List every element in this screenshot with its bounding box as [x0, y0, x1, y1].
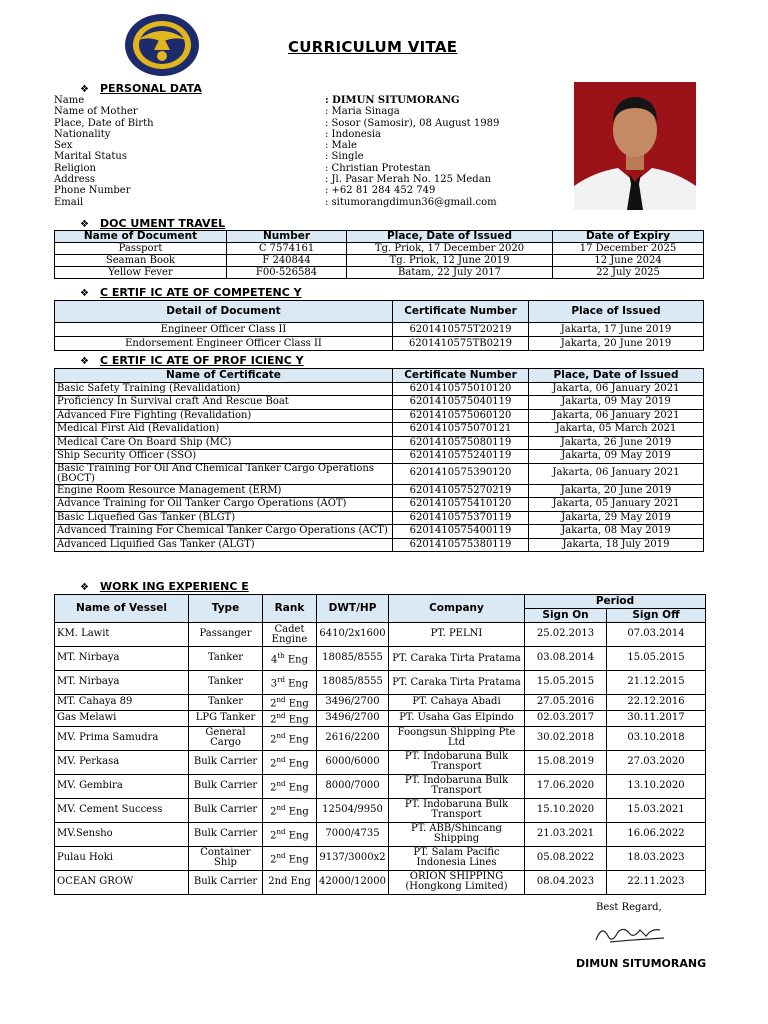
table-row: Passport C 7574161 Tg. Priok, 17 December 2020 17 December 2025	[55, 243, 704, 255]
table-row: Seaman Book F 240844 Tg. Priok, 12 June 2019 12 June 2024	[55, 255, 704, 267]
personal-row: Phone Number : +62 81 284 452 749	[54, 185, 436, 197]
table-row: Endorsement Engineer Officer Class II 6201410575TB0219 Jakarta, 20 June 2019	[55, 337, 704, 351]
personal-row: Sex : Male	[54, 140, 357, 152]
work-experience-table	[54, 594, 706, 895]
diamond-bullet-icon: ❖	[80, 356, 89, 367]
personal-row: Marital Status : Single	[54, 151, 364, 163]
table-row: MT. Nirbaya Tanker 3rd Eng 18085/8555 PT. Caraka Tirta Pratama 15.05.2015 21.12.2015	[55, 671, 706, 695]
table-row: MV. Prima Samudra General Cargo 2nd Eng 2616/2200 Foongsun Shipping Pte Ltd 30.02.2018 03.10.2018	[55, 726, 706, 750]
section-heading-personal: ❖ PERSONAL DATA	[80, 82, 202, 95]
diamond-bullet-icon: ❖	[80, 582, 89, 593]
handwritten-signature	[590, 918, 670, 948]
personal-row: Religion : Christian Protestan	[54, 162, 431, 174]
table-header-row: Detail of Document Certificate Number Place of Issued	[55, 301, 704, 323]
diamond-bullet-icon: ❖	[80, 84, 89, 95]
proficiency-table	[54, 368, 704, 552]
ministry-emblem-logo	[124, 12, 200, 78]
table-row: Ship Security Officer (SSO) 6201410575240119 Jakarta, 09 May 2019	[55, 450, 704, 464]
table-header-row: Name of Certificate Certificate Number Place, Date of Issued	[55, 369, 704, 383]
table-header-row: Sign On Sign Off	[55, 609, 706, 623]
table-row: Gas Melawi LPG Tanker 2nd Eng 3496/2700 PT. Usaha Gas Elpindo 02.03.2017 30.11.2017	[55, 710, 706, 726]
section-heading-competency: ❖ C ERTIF IC ATE OF COMPETENC Y	[80, 286, 302, 299]
personal-row: Name of Mother : Maria Sinaga	[54, 106, 400, 118]
section-heading-travel: ❖ DOC UMENT TRAVEL	[80, 217, 226, 230]
table-row: Medical Care On Board Ship (MC) 6201410575080119 Jakarta, 26 June 2019	[55, 436, 704, 450]
table-row: MT. Nirbaya Tanker 4th Eng 18085/8555 PT. Caraka Tirta Pratama 03.08.2014 15.05.2015	[55, 647, 706, 671]
table-row: Medical First Aid (Revalidation) 6201410575070121 Jakarta, 05 March 2021	[55, 423, 704, 437]
competency-table	[54, 300, 704, 351]
table-row: Proficiency In Survival craft And Rescue Boat 6201410575040119 Jakarta, 09 May 2019	[55, 396, 704, 410]
table-row: KM. Lawit Passanger Cadet Engine 6410/2x1600 PT. PELNI 25.02.2013 07.03.2014	[55, 623, 706, 647]
table-header-row: Name of Vessel Type Rank DWT/HP Company Period	[55, 595, 706, 609]
table-row: Basic Safety Training (Revalidation) 6201410575010120 Jakarta, 06 January 2021	[55, 382, 704, 396]
table-row: OCEAN GROW Bulk Carrier 2nd Eng 42000/12000 ORION SHIPPING (Hongkong Limited) 08.04.2023 22.11.2023	[55, 870, 706, 894]
document-title: CURRICULUM VITAE	[288, 38, 458, 56]
table-row: Advanced Fire Fighting (Revalidation) 6201410575060120 Jakarta, 06 January 2021	[55, 409, 704, 423]
diamond-bullet-icon: ❖	[80, 288, 89, 299]
table-row: Advanced Training For Chemical Tanker Cargo Operations (ACT) 6201410575400119 Jakarta, 08 May 2019	[55, 525, 704, 539]
signatory-name: DIMUN SITUMORANG	[576, 957, 707, 970]
personal-row: Email : situmorangdimun36@gmail.com	[54, 196, 497, 208]
personal-row: Nationality : Indonesia	[54, 128, 382, 140]
table-row: Basic Training For Oil And Chemical Tanker Cargo Operations (BOCT) 6201410575390120 Jakarta, 06 January 2021	[55, 463, 704, 484]
table-row: MV.Sensho Bulk Carrier 2nd Eng 7000/4735 PT. ABB/Shincang Shipping 21.03.2021 16.06.2022	[55, 822, 706, 846]
personal-row: Address : Jl. Pasar Merah No. 125 Medan	[54, 174, 492, 186]
diamond-bullet-icon: ❖	[80, 219, 89, 230]
table-row: MV. Cement Success Bulk Carrier 2nd Eng 12504/9950 PT. Indobaruna Bulk Transport 15.10.2020 15.03.2021	[55, 798, 706, 822]
table-row: Advance Training for Oil Tanker Cargo Operations (AOT) 6201410575410120 Jakarta, 05 January 2021	[55, 498, 704, 512]
table-row: Engine Room Resource Management (ERM) 6201410575270219 Jakarta, 20 June 2019	[55, 484, 704, 498]
table-row: Yellow Fever F00-526584 Batam, 22 July 2017 22 July 2025	[55, 267, 704, 279]
section-heading-proficiency: ❖ C ERTIF IC ATE OF PROF ICIENC Y	[80, 354, 304, 367]
table-row: MT. Cahaya 89 Tanker 2nd Eng 3496/2700 PT. Cahaya Abadi 27.05.2016 22.12.2016	[55, 695, 706, 711]
applicant-photo	[574, 82, 696, 210]
table-row: MV. Perkasa Bulk Carrier 2nd Eng 6000/6000 PT. Indobaruna Bulk Transport 15.08.2019 27.03.2020	[55, 750, 706, 774]
personal-data-list	[54, 95, 499, 208]
table-row: Basic Liquefied Gas Tanker (BLGT) 6201410575370119 Jakarta, 29 May 2019	[55, 511, 704, 525]
section-heading-experience: ❖ WORK ING EXPERIENC E	[80, 580, 249, 593]
travel-document-table	[54, 230, 704, 279]
table-row: Engineer Officer Class II 6201410575T20219 Jakarta, 17 June 2019	[55, 323, 704, 337]
personal-row: Place, Date of Birth : Sosor (Samosir), 08 August 1989	[54, 117, 500, 129]
table-row: MV. Gembira Bulk Carrier 2nd Eng 8000/7000 PT. Indobaruna Bulk Transport 17.06.2020 13.10.2020	[55, 774, 706, 798]
personal-row: Name : DIMUN SITUMORANG	[54, 95, 460, 106]
table-row: Pulau Hoki Container Ship 2nd Eng 9137/3000x2 PT. Salam Pacific Indonesia Lines 05.08.2022 18.03.2023	[55, 846, 706, 870]
table-row: Advanced Liquified Gas Tanker (ALGT) 6201410575380119 Jakarta, 18 July 2019	[55, 538, 704, 552]
table-header-row: Name of Document Number Place, Date of Issued Date of Expiry	[55, 231, 704, 243]
closing-regard: Best Regard,	[596, 902, 662, 913]
